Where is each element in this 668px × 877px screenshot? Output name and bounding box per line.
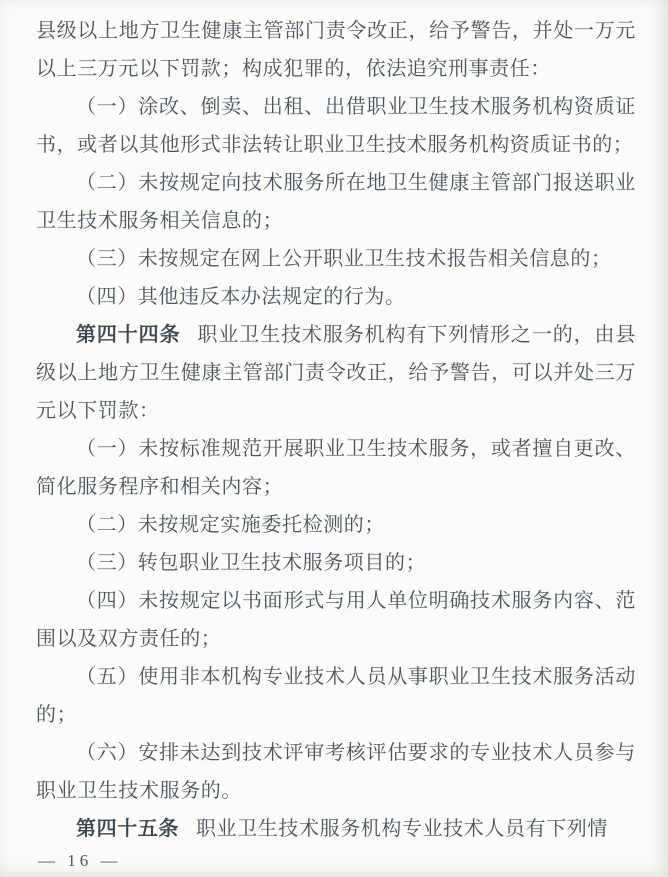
paragraph-continuation: 县级以上地方卫生健康主管部门责令改正，给予警告，并处一万元以上三万元以下罚款；构成犯罪的，依法追究刑事责任： [36,20,636,80]
article-number-label: 第四十四条 [76,324,181,346]
clause-item: （四）未按规定以书面形式与用人单位明确技术服务内容、范围以及双方责任的； [36,590,636,650]
article-text: 职业卫生技术服务机构有下列情形之一的，由县级以上地方卫生健康主管部门责令改正，给予警告，可以并处三万元以下罚款： [36,324,636,422]
clause-item: （四）其他违反本办法规定的行为。 [76,286,406,308]
clause-item: （二）未按规定实施委托检测的； [76,514,385,536]
document-body [36,12,636,848]
clause-item: （一）未按标准规范开展职业卫生技术服务，或者擅自更改、简化服务程序和相关内容； [36,438,636,498]
clause-item: （五）使用非本机构专业技术人员从事职业卫生技术服务活动的； [36,666,636,726]
clause-item: （三）未按规定在网上公开职业卫生技术报告相关信息的； [76,248,612,270]
page-number: — 16 — [38,851,122,870]
clause-item: （三）转包职业卫生技术服务项目的； [76,552,427,574]
clause-item: （一）涂改、倒卖、出租、出借职业卫生技术服务机构资质证书，或者以其他形式非法转让职业卫生技术服务机构资质证书的； [36,96,636,156]
article-text: 职业卫生技术服务机构专业技术人员有下列情 [196,818,608,840]
page-footer [38,851,122,871]
clause-item: （六）安排未达到技术评审考核评估要求的专业技术人员参与职业卫生技术服务的。 [36,742,636,802]
article-paragraph [36,810,636,848]
clause-item: （二）未按规定向技术服务所在地卫生健康主管部门报送职业卫生技术服务相关信息的； [36,172,636,232]
article-number-label: 第四十五条 [76,818,179,840]
article-paragraph [36,316,636,430]
